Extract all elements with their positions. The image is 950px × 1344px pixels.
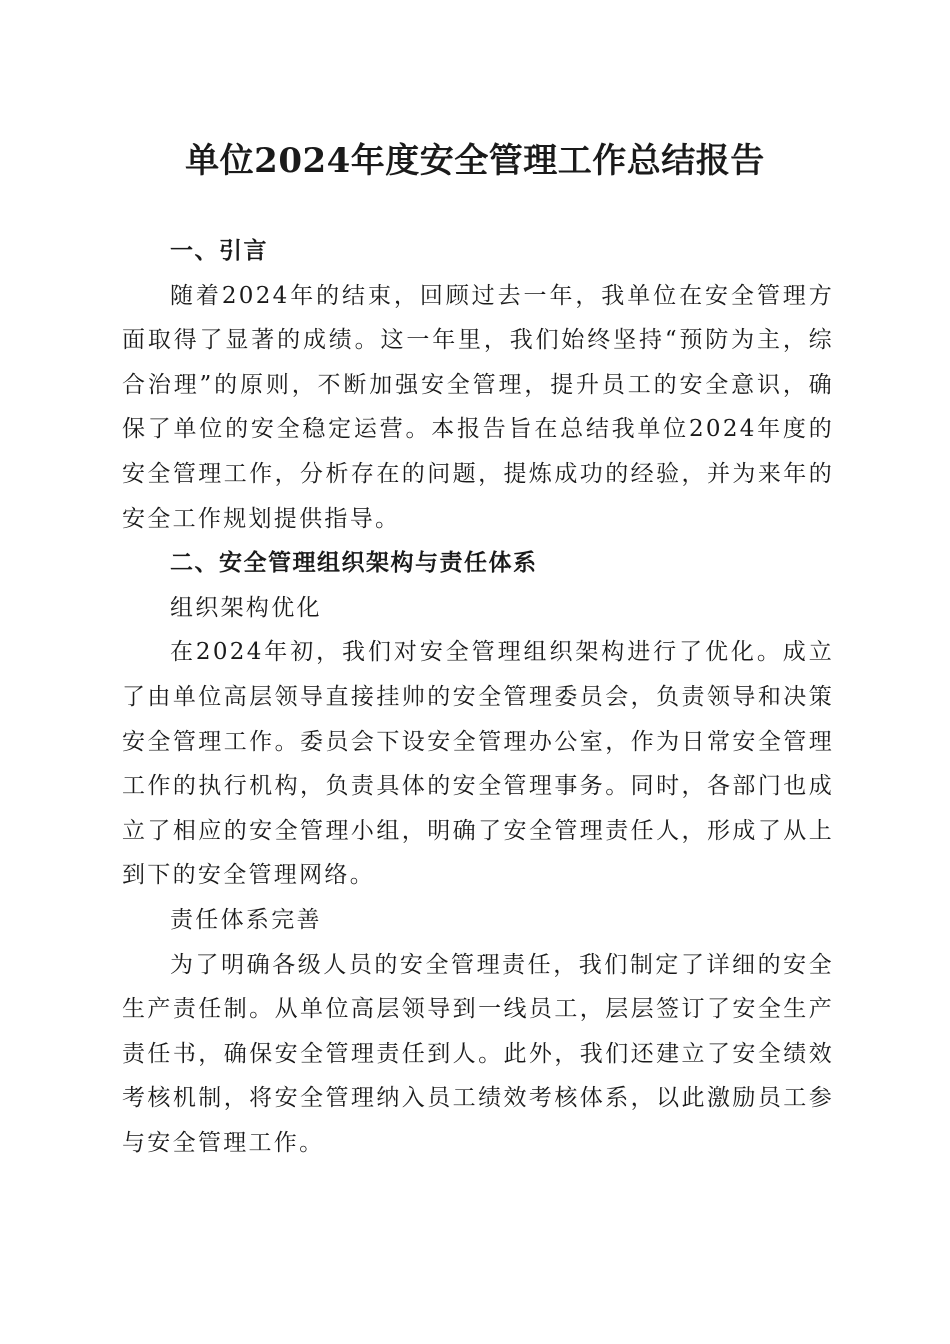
- organization-optimization-paragraph: 在2024年初，我们对安全管理组织架构进行了优化。成立了由单位高层领导直接挂帅的安全管理委员会，负责领导和决策安全管理工作。委员会下设安全管理办公室，作为日常安全管理工作的执行机构，负责具体的安全管理事务。同时，各部门也成立了相应的安全管理小组，明确了安全管理责任人，形成了从上到下的安全管理网络。: [122, 639, 834, 889]
- document-title: 单位2024年度安全管理工作总结报告: [185, 141, 765, 181]
- subheading-organization-optimization: 组织架构优化: [170, 594, 322, 621]
- responsibility-system-paragraph: 为了明确各级人员的安全管理责任，我们制定了详细的安全生产责任制。从单位高层领导到一线员工，层层签订了安全生产责任书，确保安全管理责任到人。此外，我们还建立了安全绩效考核机制，将安全管理纳入员工绩效考核体系，以此激励员工参与安全管理工作。: [122, 951, 834, 1156]
- introduction-paragraph: 随着2024年的结束，回顾过去一年，我单位在安全管理方面取得了显著的成绩。这一年里，我们始终坚持“预防为主，综合治理”的原则，不断加强安全管理，提升员工的安全意识，确保了单位的安全稳定运营。本报告旨在总结我单位2024年度的安全管理工作，分析存在的问题，提炼成功的经验，并为来年的安全工作规划提供指导。: [122, 282, 834, 532]
- document-body: [122, 229, 834, 1165]
- subheading-responsibility-system: 责任体系完善: [170, 906, 322, 933]
- section-heading-introduction: 一、引言: [170, 238, 268, 264]
- section-heading-organization: 二、安全管理组织架构与责任体系: [170, 550, 538, 577]
